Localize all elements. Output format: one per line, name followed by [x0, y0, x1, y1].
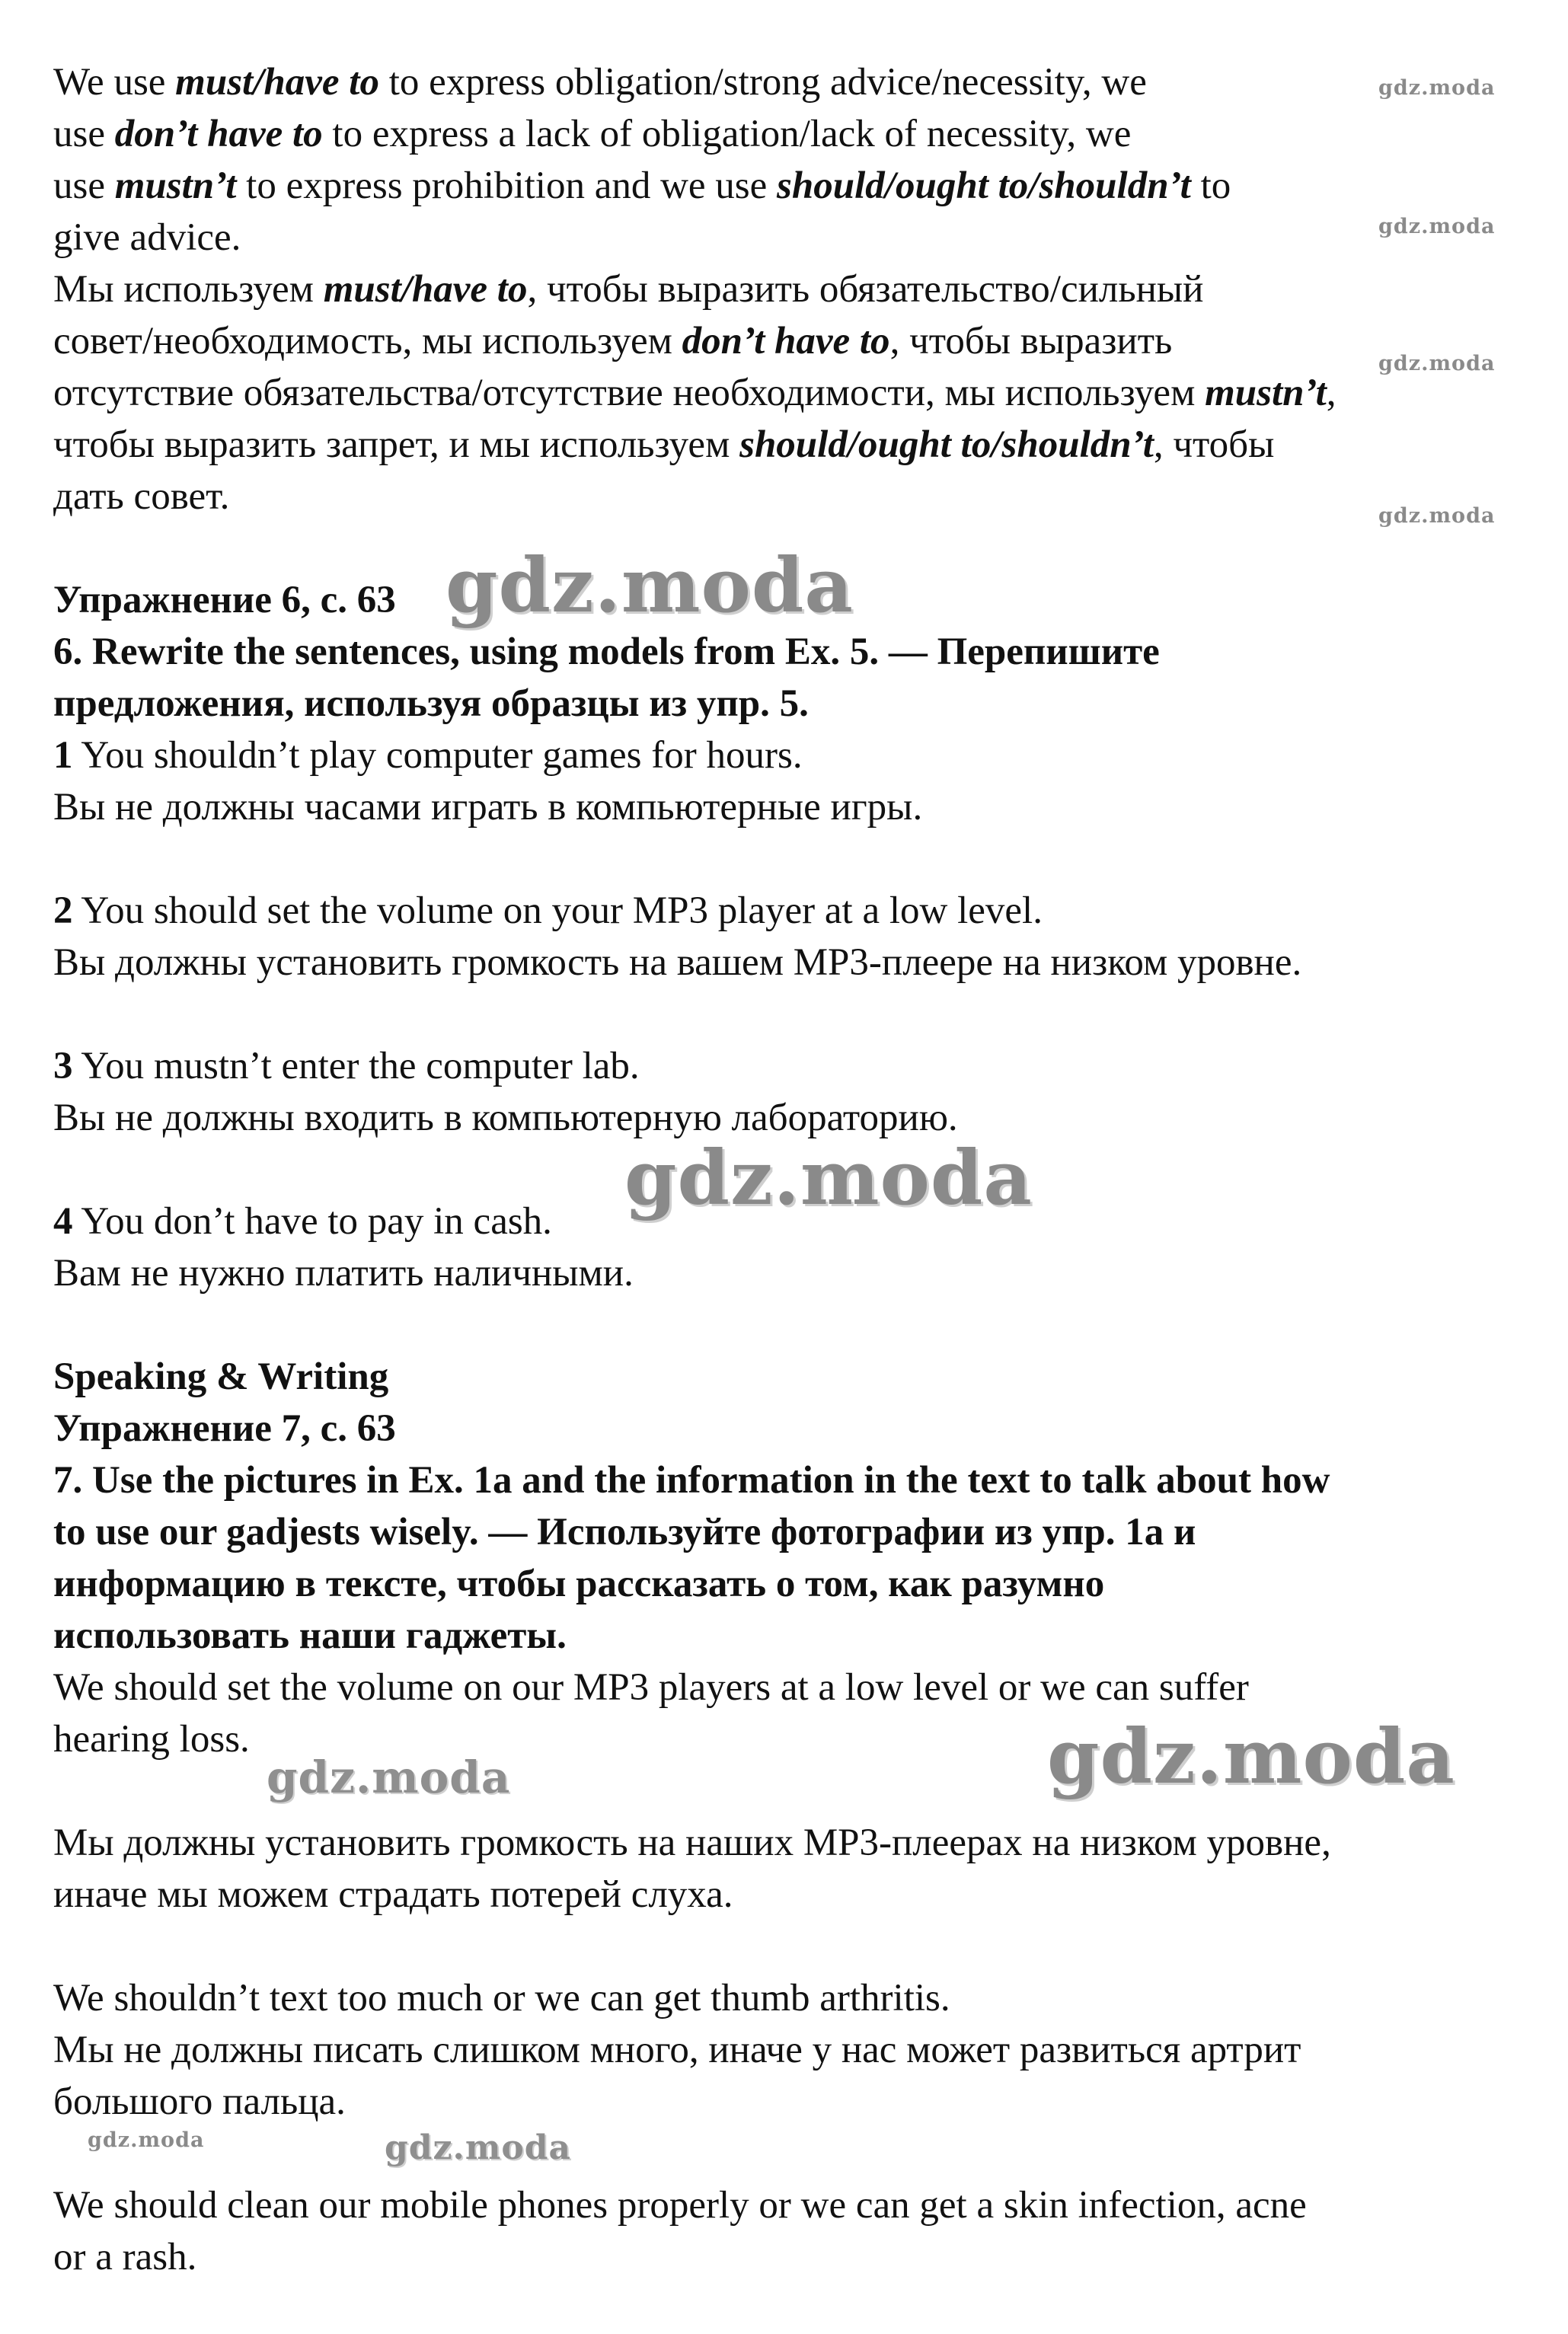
exercise-6-item-4-en: 4 You don’t have to pay in cash. — [53, 1200, 552, 1243]
exercise-7-task-line-2: to use our gadjests wisely. — Используйте фотографии из упр. 1а и — [53, 1511, 1196, 1553]
intro-en-line-3: use mustn’t to express prohibition and we use should/ought to/shouldn’t to — [53, 164, 1231, 207]
watermark: gdz.moda — [624, 1135, 1033, 1222]
watermark: gdz.moda — [1047, 1713, 1455, 1801]
spacer — [53, 1921, 1531, 1972]
answer-3-en-line-2: or a rash. — [53, 2236, 197, 2278]
answer-2-ru-line-2: большого пальца. — [53, 2080, 346, 2123]
answer-2-ru-line-1: Мы не должны писать слишком много, иначе у нас может развиться артрит — [53, 2029, 1301, 2071]
intro-en-line-1: We use must/have to to express obligation/strong advice/necessity, we — [53, 61, 1147, 104]
exercise-6-item-2-ru: Вы должны установить громкость на вашем MP3-плеере на низком уровне. — [53, 941, 1302, 984]
exercise-7-task-line-3: информацию в тексте, чтобы рассказать о том, как разумно — [53, 1563, 1105, 1605]
intro-en-line-2: use don’t have to to express a lack of obligation/lack of necessity, we — [53, 113, 1132, 155]
exercise-6-item-1-ru: Вы не должны часами играть в компьютерные игры. — [53, 786, 923, 829]
answer-1-ru-line-1: Мы должны установить громкость на наших MP3-плеерах на низком уровне, — [53, 1822, 1331, 1864]
section-heading-speaking-writing: Speaking & Writing — [53, 1355, 389, 1398]
watermark: gdz.moda — [1378, 504, 1496, 528]
intro-ru-line-2: совет/необходимость, мы используем don’t have to, чтобы выразить — [53, 320, 1173, 362]
intro-ru-line-1: Мы используем must/have to, чтобы выразить обязательство/сильный — [53, 268, 1204, 311]
answer-2-en: We shouldn’t text too much or we can get thumb arthritis. — [53, 1977, 950, 2020]
exercise-6-task-line-1: 6. Rewrite the sentences, using models from Ex. 5. — Перепишите — [53, 631, 1160, 673]
exercise-6-task-line-2: предложения, используя образцы из упр. 5. — [53, 682, 809, 725]
exercise-7-heading: Упражнение 7, с. 63 — [53, 1407, 396, 1450]
watermark: gdz.moda — [385, 2128, 572, 2167]
intro-en-line-4: give advice. — [53, 216, 241, 259]
spacer — [53, 1299, 1531, 1351]
exercise-6-item-3-en: 3 You mustn’t enter the computer lab. — [53, 1045, 640, 1087]
spacer — [53, 833, 1531, 885]
exercise-7-task-line-4: использовать наши гаджеты. — [53, 1614, 567, 1657]
exercise-6-heading: Упражнение 6, с. 63 — [53, 579, 396, 621]
watermark: gdz.moda — [267, 1751, 511, 1803]
answer-1-en-line-1: We should set the volume on our MP3 players at a low level or we can suffer — [53, 1666, 1249, 1709]
exercise-6-item-3-ru: Вы не должны входить в компьютерную лабораторию. — [53, 1097, 958, 1139]
watermark: gdz.moda — [1378, 352, 1496, 375]
exercise-6-item-1-en: 1 You shouldn’t play computer games for hours. — [53, 734, 803, 777]
spacer — [53, 2128, 1531, 2179]
exercise-7-task-line-1: 7. Use the pictures in Ex. 1a and the information in the text to talk about how — [53, 1459, 1330, 1502]
intro-ru-line-3: отсутствие обязательства/отсутствие необходимости, мы используем mustn’t, — [53, 372, 1336, 414]
exercise-6-item-4-ru: Вам не нужно платить наличными. — [53, 1252, 634, 1295]
spacer — [53, 988, 1531, 1040]
watermark: gdz.moda — [445, 542, 854, 630]
watermark: gdz.moda — [1378, 215, 1496, 238]
intro-ru-line-4: чтобы выразить запрет, и мы используем should/ought to/shouldn’t, чтобы — [53, 423, 1275, 466]
exercise-6-item-2-en: 2 You should set the volume on your MP3 player at a low level. — [53, 889, 1043, 932]
intro-ru-line-5: дать совет. — [53, 475, 230, 518]
answer-1-ru-line-2: иначе мы можем страдать потерей слуха. — [53, 1873, 733, 1916]
answer-1-en-line-2: hearing loss. — [53, 1718, 250, 1761]
watermark: gdz.moda — [88, 2128, 205, 2152]
watermark: gdz.moda — [1378, 76, 1496, 100]
answer-3-en-line-1: We should clean our mobile phones properly or we can get a skin infection, acne — [53, 2184, 1307, 2227]
